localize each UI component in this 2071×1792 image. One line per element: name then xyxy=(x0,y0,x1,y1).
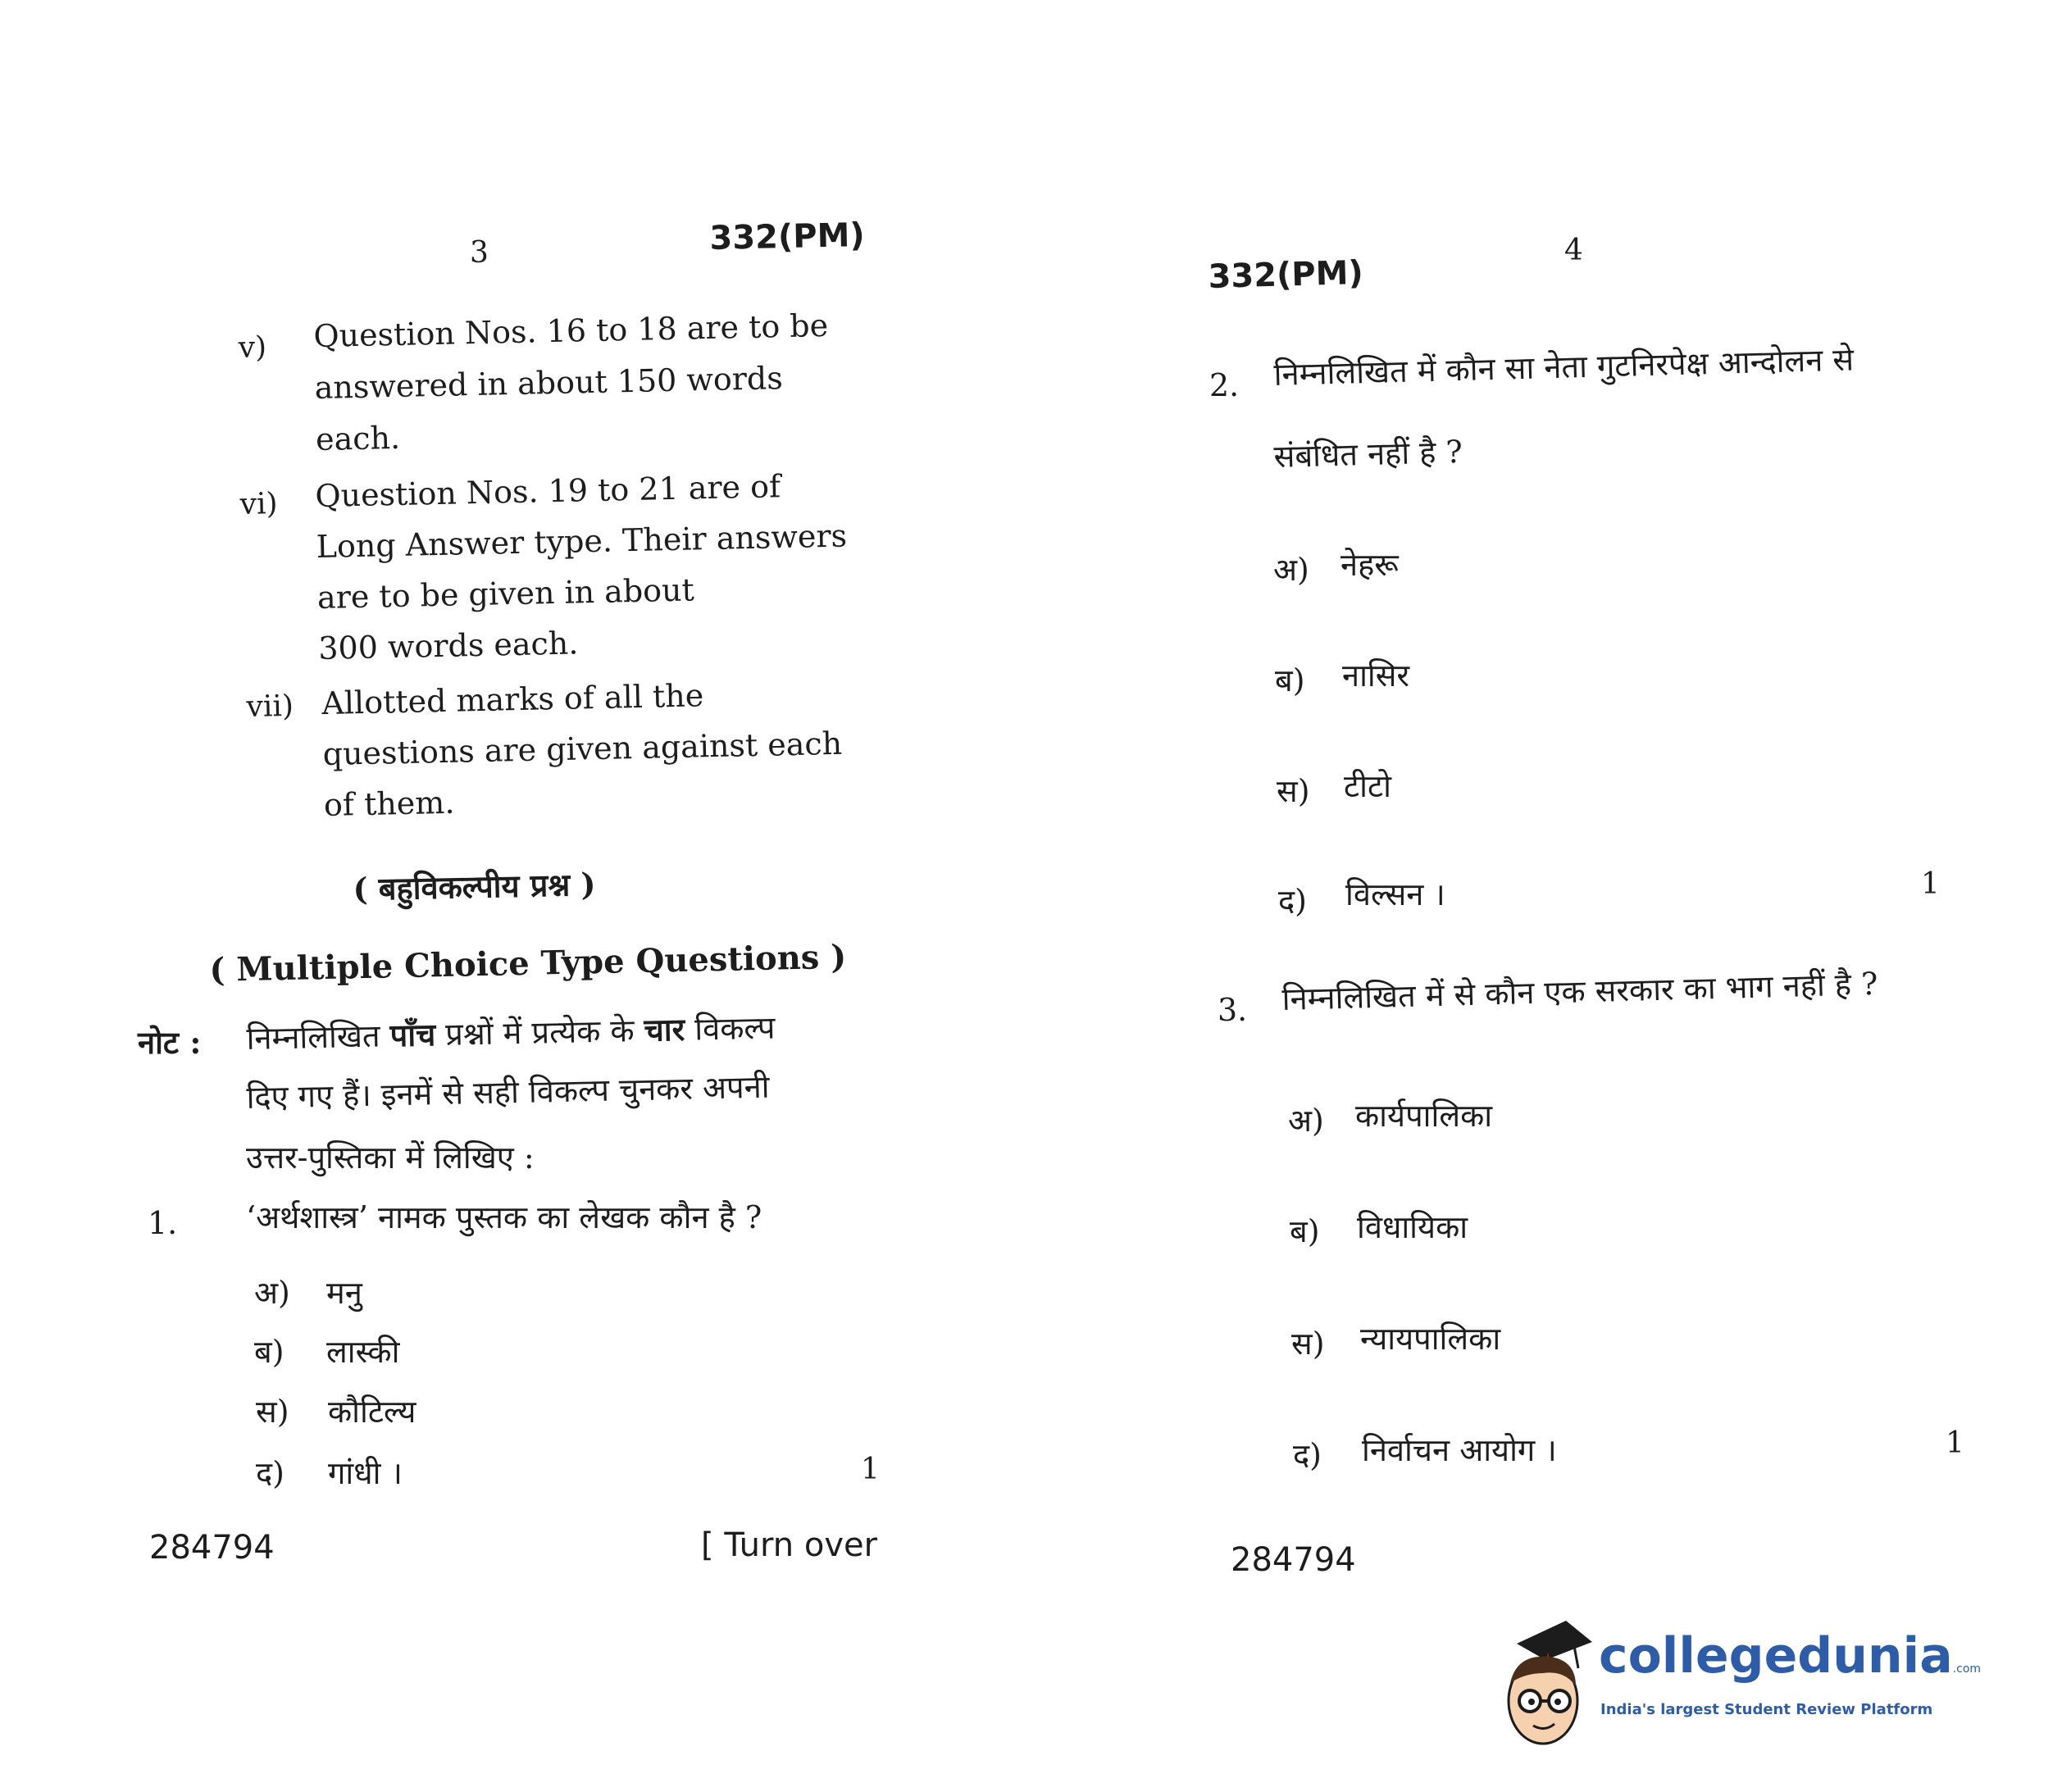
instruction-line: of them. xyxy=(323,784,455,824)
question-number: 3. xyxy=(1218,992,1248,1028)
option-text: निर्वाचन आयोग । xyxy=(1362,1432,1557,1468)
option-text: गांधी । xyxy=(328,1455,403,1491)
logo-tagline: India's largest Student Review Platform xyxy=(1600,1701,1933,1718)
question-text: निम्नलिखित में से कौन एक सरकार का भाग नहीं है ? xyxy=(1281,965,1879,1017)
question-text: निम्नलिखित में कौन सा नेता गुटनिरपेक्ष आन्दोलन से xyxy=(1273,341,1855,393)
collegedunia-logo[interactable] xyxy=(1500,1619,1982,1750)
option-label: अ) xyxy=(1273,552,1309,588)
marks: 1 xyxy=(861,1453,880,1486)
note-emphasis: चार xyxy=(644,1010,685,1048)
instruction-line: Question Nos. 19 to 21 are of xyxy=(314,468,781,515)
note-line-2: दिए गए हैं। इनमें से सही विकल्प चुनकर अपनी xyxy=(246,1068,770,1116)
note-label: नोट : xyxy=(138,1024,202,1061)
instruction-line: 300 words each. xyxy=(317,625,579,667)
option-label: ब) xyxy=(1275,662,1305,698)
instruction-line: Long Answer type. Their answers xyxy=(316,517,848,566)
option-label: द) xyxy=(1278,883,1308,919)
option-text: न्यायपालिका xyxy=(1360,1321,1501,1357)
instruction-line: questions are given against each xyxy=(322,725,843,773)
note-line-1 xyxy=(246,1005,776,1058)
note-emphasis: पाँच xyxy=(389,1016,436,1054)
question-text: संबंधित नहीं है ? xyxy=(1273,433,1463,475)
instruction-number: v) xyxy=(238,330,267,365)
page-number: 4 xyxy=(1564,234,1583,267)
option-label: अ) xyxy=(254,1275,290,1311)
turn-over: [ Turn over xyxy=(701,1526,878,1564)
mascot-icon xyxy=(1500,1619,1595,1750)
page-number: 3 xyxy=(470,236,489,270)
option-label: ब) xyxy=(254,1334,284,1370)
option-text: कौटिल्य xyxy=(328,1394,416,1430)
note-text: प्रश्नों में प्रत्येक के xyxy=(435,1012,645,1053)
note-text: निम्नलिखित xyxy=(246,1017,391,1057)
marks: 1 xyxy=(1921,867,1940,901)
instruction-number: vi) xyxy=(239,487,278,521)
question-text: ‘अर्थशास्त्र’ नामक पुस्तक का लेखक कौन है ? xyxy=(246,1199,762,1235)
footer-code: 284794 xyxy=(149,1529,275,1567)
option-text: टीटो xyxy=(1344,768,1391,804)
paper-code: 332(PM) xyxy=(709,216,866,257)
option-text: लास्की xyxy=(326,1334,400,1370)
option-label: स) xyxy=(1291,1326,1325,1362)
question-number: 2. xyxy=(1209,367,1240,403)
marks: 1 xyxy=(1946,1426,1964,1460)
logo-com: .com xyxy=(1952,1662,1982,1676)
logo-wordmark xyxy=(1599,1627,1981,1685)
option-text: विधायिका xyxy=(1357,1209,1468,1245)
note-text: विकल्प xyxy=(684,1009,776,1048)
option-label: स) xyxy=(256,1394,289,1430)
option-text: नासिर xyxy=(1342,657,1410,694)
instruction-line: are to be given in about xyxy=(316,571,695,616)
option-label: द) xyxy=(1293,1437,1322,1473)
option-text: विल्सन । xyxy=(1345,876,1445,912)
section-title-english: ( Multiple Choice Type Questions ) xyxy=(209,937,847,989)
option-label: ब) xyxy=(1290,1213,1320,1249)
instruction-line: answered in about 150 words xyxy=(314,360,784,407)
section-title-hindi: ( बहुविकल्पीय प्रश्न ) xyxy=(353,865,596,907)
instruction-line: Allotted marks of all the xyxy=(321,677,704,722)
option-text: मनु xyxy=(326,1275,362,1311)
option-label: द) xyxy=(256,1455,285,1491)
footer-code: 284794 xyxy=(1231,1541,1356,1579)
question-number: 1. xyxy=(148,1205,178,1241)
note-line-3: उत्तर-पुस्तिका में लिखिए : xyxy=(246,1139,535,1176)
logo-name: collegedunia xyxy=(1599,1627,1953,1685)
instruction-number: vii) xyxy=(246,689,294,724)
paper-code: 332(PM) xyxy=(1208,254,1364,296)
instruction-line: Question Nos. 16 to 18 are to be xyxy=(312,307,829,355)
option-text: नेहरू xyxy=(1340,547,1399,583)
right-page xyxy=(1036,0,2071,1792)
instruction-line: each. xyxy=(315,419,401,458)
option-label: स) xyxy=(1277,773,1310,809)
option-text: कार्यपालिका xyxy=(1355,1098,1493,1134)
option-label: अ) xyxy=(1288,1103,1324,1139)
